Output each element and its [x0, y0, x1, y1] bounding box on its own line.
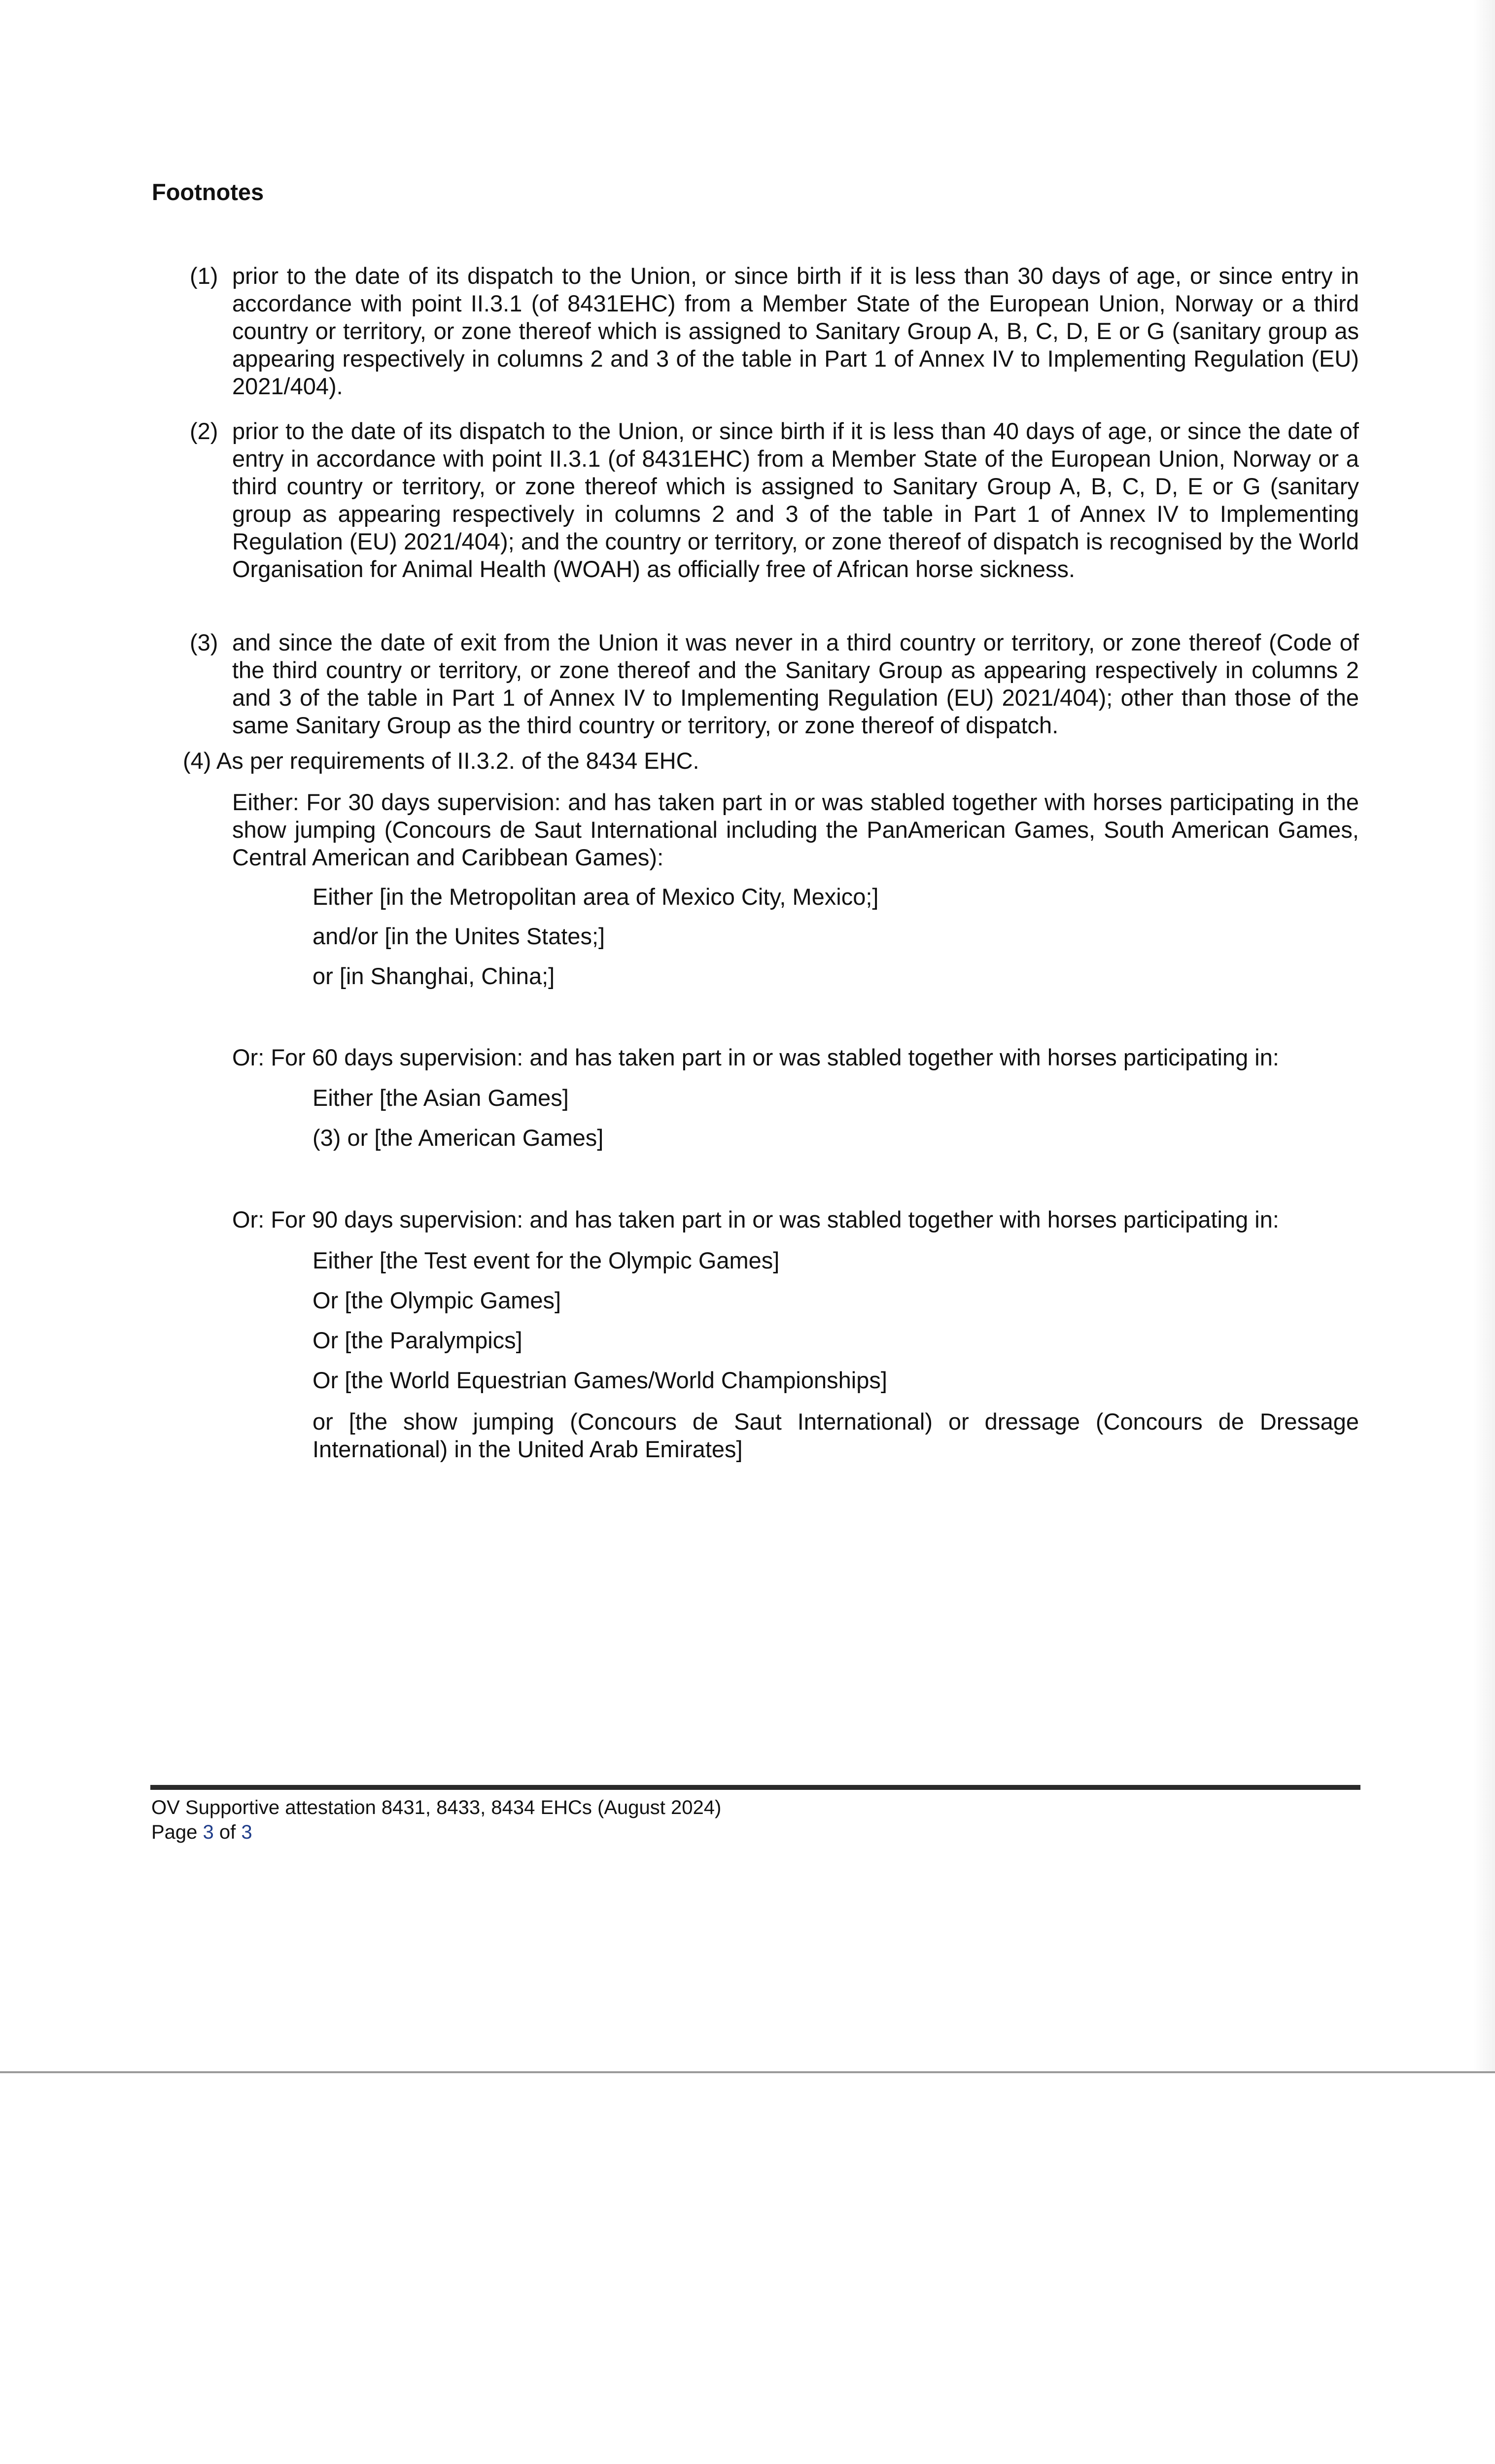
footer-divider [150, 1785, 1360, 1790]
page-of-label: of [219, 1821, 236, 1843]
option-olympic-games: Or [the Olympic Games] [313, 1287, 561, 1313]
footnote-4-title: (4) As per requirements of II.3.2. of the 8434 EHC. [183, 748, 699, 774]
option-paralympics: Or [the Paralympics] [313, 1327, 522, 1353]
footer-page-number [151, 1820, 721, 1845]
total-pages: 3 [241, 1821, 252, 1843]
footer-document-title: OV Supportive attestation 8431, 8433, 8434 EHCs (August 2024) [151, 1797, 722, 1818]
current-page: 3 [203, 1821, 214, 1843]
footnote-number: (2) [190, 418, 218, 444]
supervision-30-days: Either: For 30 days supervision: and has taken part in or was stabled together with horses participating in the show jumping (Concours de Saut International including the PanAmerican Games, South American Games, Central American and Caribbean Games): [232, 789, 1359, 870]
footnote-1 [190, 262, 1359, 400]
option-asian-games: Either [the Asian Games] [313, 1085, 569, 1111]
footnotes-heading: Footnotes [152, 179, 264, 205]
footnote-number: (3) [190, 629, 218, 655]
scan-page-edge [0, 2071, 1495, 2073]
page-label: Page [151, 1821, 198, 1843]
supervision-90-days: Or: For 90 days supervision: and has taken part in or was stabled together with horses participating in: [232, 1206, 1279, 1232]
option-mexico-city: Either [in the Metropolitan area of Mexico City, Mexico;] [313, 884, 879, 910]
option-uae-show-jumping-dressage: or [the show jumping (Concours de Saut International) or dressage (Concours de Dressage International) in the United Arab Emirates] [313, 1408, 1359, 1462]
option-united-states: and/or [in the Unites States;] [313, 923, 605, 949]
supervision-60-days: Or: For 60 days supervision: and has taken part in or was stabled together with horses participating in: [232, 1044, 1279, 1070]
option-shanghai: or [in Shanghai, China;] [313, 963, 555, 989]
footnote-text: prior to the date of its dispatch to the Union, or since birth if it is less than 40 days of age, or since the date of entry in accordance with point II.3.1 (of 8431EHC) from a Member State of the European Union, Norway or a third country or territory, or zone thereof which is assigned to Sanitary Group A, B, C, D, E or G (sanitary group as appearing respectively in columns 2 and 3 of the table in Part 1 of Annex IV to Implementing Regulation (EU) 2021/404); and the country or territory, or zone thereof of dispatch is recognised by the World Organisation for Animal Health (WOAH) as officially free of African horse sickness. [232, 418, 1359, 582]
footnote-text: and since the date of exit from the Union it was never in a third country or territory, or zone thereof (Code of the third country or territory, or zone thereof and the Sanitary Group as appearing respectively in columns 2 and 3 of the table in Part 1 of Annex IV to Implementing Regulation (EU) 2021/404); other than those of the same Sanitary Group as the third country or territory, or zone thereof of dispatch. [232, 629, 1359, 738]
option-american-games: (3) or [the American Games] [313, 1125, 604, 1151]
page-footer [151, 1795, 721, 1845]
footnote-2 [190, 417, 1359, 583]
option-olympic-test-event: Either [the Test event for the Olympic Games] [313, 1247, 780, 1273]
scan-edge-shadow [1474, 0, 1495, 2071]
footnote-3 [190, 629, 1359, 739]
footnote-number: (1) [190, 263, 218, 289]
footnote-text: prior to the date of its dispatch to the Union, or since birth if it is less than 30 days of age, or since entry in accordance with point II.3.1 (of 8431EHC) from a Member State of the European Union, Norway or a third country or territory, or zone thereof which is assigned to Sanitary Group A, B, C, D, E or G (sanitary group as appearing respectively in columns 2 and 3 of the table in Part 1 of Annex IV to Implementing Regulation (EU) 2021/404). [232, 263, 1359, 399]
option-world-equestrian-games: Or [the World Equestrian Games/World Championships] [313, 1367, 887, 1393]
